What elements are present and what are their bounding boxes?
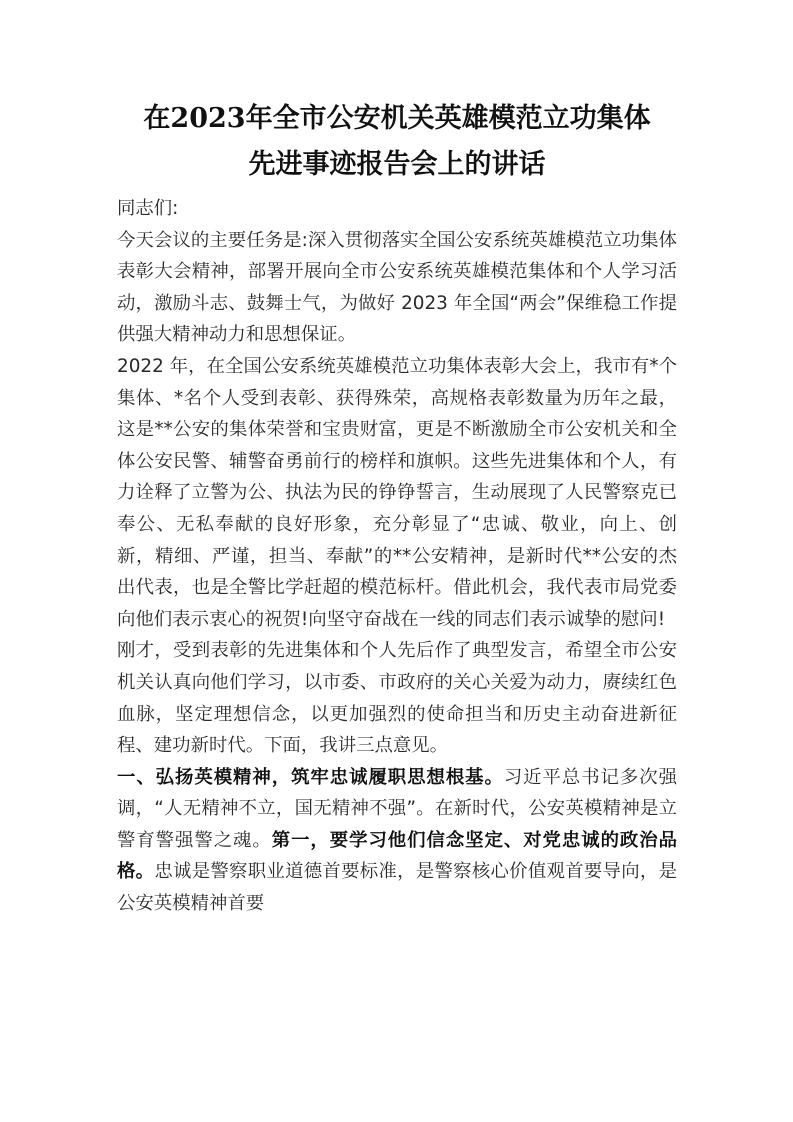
- paragraph-1: 今天会议的主要任务是:深入贯彻落实全国公安系统英雄模范立功集体表彰大会精神，部署开展向全市公安系统英雄模范集体和个人学习活动，激励斗志、鼓舞士气，为做好 2023 年全国“两会”保维稳工作提供强大精神动力和思想保证。: [117, 229, 677, 346]
- paragraph-4: [117, 762, 677, 920]
- point-heading-1: 第一，要学习他们信念坚定、对党忠诚的政治品格。: [117, 829, 677, 883]
- paragraph-2: 2022 年，在全国公安系统英雄模范立功集体表彰大会上，我市有*个集体、*名个人受到表彰、获得殊荣，高规格表彰数量为历年之最，这是**公安的集体荣誉和宝贵财富，更是不断激励全市公安机关和全体公安民警、辅警奋勇前行的榜样和旗帜。这些先进集体和个人，有力诠释了立警为公、执法为民的铮铮誓言，生动展现了人民警察克已奉公、无私奉献的良好形象，充分彰显了“忠诚、敬业，向上、创新，精细、严谨，担当、奉献”的**公安精神，是新时代**公安的杰出代表，也是全警比学赶超的模范标杆。借此机会，我代表市局党委向他们表示衷心的祝贺!向坚守奋战在一线的同志们表示诚挚的慰问!: [117, 355, 677, 630]
- salutation: 同志们:: [117, 198, 179, 219]
- title-line-2: 先进事迹报告会上的讲话: [248, 149, 546, 180]
- section-heading-1: 一、弘扬英模精神，筑牢忠诚履职思想根基。: [117, 766, 504, 788]
- document-body: [117, 193, 677, 920]
- paragraph-4-text-2: 忠诚是警察职业道德首要标准，是警察核心价值观首要导向，是公安英模精神首要: [117, 861, 677, 915]
- paragraph-3: 刚才，受到表彰的先进集体和个人先后作了典型发言，希望全市公安机关认真向他们学习，以市委、市政府的关心关爱为动力，赓续红色血脉，坚定理想信念，以更加强烈的使命担当和历史主动奋进新征程、建功新时代。下面，我讲三点意见。: [117, 640, 677, 757]
- document-title: [117, 96, 677, 188]
- paragraph-4-text-1: 习近平总书记多次强调，“人无精神不立，国无精神不强”。在新时代，公安英模精神是立警育警强警之魂。: [117, 766, 677, 851]
- title-line-1: 在2023年全市公安机关英雄模范立功集体: [143, 103, 651, 134]
